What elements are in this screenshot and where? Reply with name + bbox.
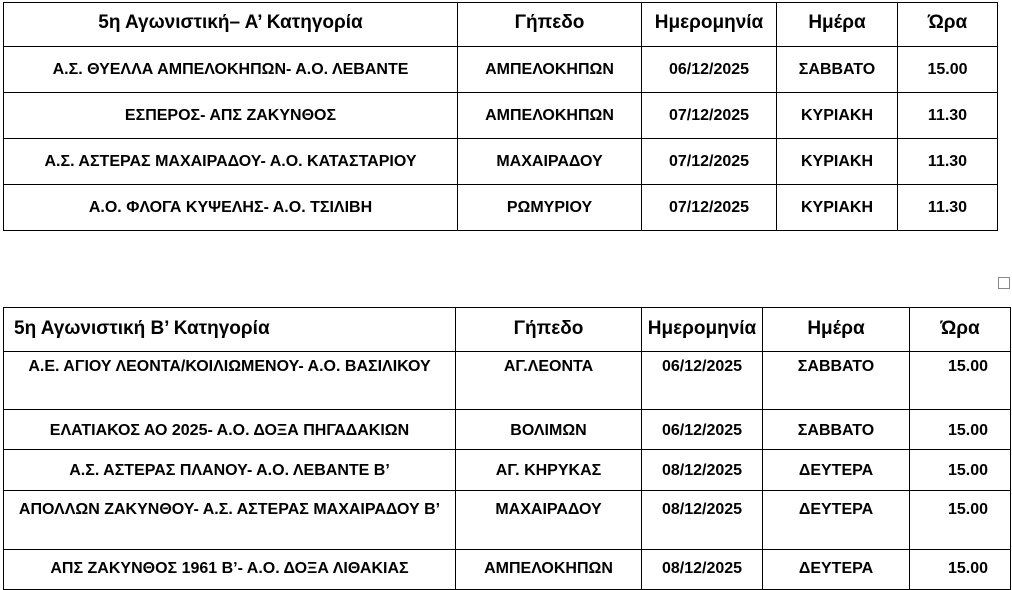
day-header: Ημέρα — [777, 3, 898, 47]
day-cell: ΣΑΒΒΑΤΟ — [777, 47, 898, 93]
table-row — [4, 410, 1011, 450]
time-cell: 15.00 — [910, 410, 1011, 450]
time-cell: 15.00 — [898, 47, 998, 93]
date-cell: 08/12/2025 — [642, 550, 763, 590]
match-cell: ΑΠΟΛΛΩΝ ΖΑΚΥΝΘΟΥ- Α.Σ. ΑΣΤΕΡΑΣ ΜΑΧΑΙΡΑΔΟΥ Β’ — [4, 491, 456, 550]
time-cell: 11.30 — [898, 139, 998, 185]
match-cell: Α.Ο. ΦΛΟΓΑ ΚΥΨΕΛΗΣ- Α.Ο. ΤΣΙΛΙΒΗ — [4, 185, 458, 231]
venue-header: Γήπεδο — [456, 308, 642, 352]
table-title: 5η Αγωνιστική Β’ Κατηγορία — [4, 308, 456, 352]
layout-options-checkbox[interactable] — [998, 277, 1010, 289]
time-cell: 15.00 — [910, 491, 1011, 550]
date-cell: 06/12/2025 — [642, 352, 763, 410]
match-cell: ΕΛΑΤΙΑΚΟΣ ΑΟ 2025- Α.Ο. ΔΟΞΑ ΠΗΓΑΔΑΚΙΩΝ — [4, 410, 456, 450]
venue-cell: ΜΑΧΑΙΡΑΔΟΥ — [456, 491, 642, 550]
date-cell: 07/12/2025 — [642, 139, 777, 185]
day-header: Ημέρα — [763, 308, 910, 352]
day-cell: ΔΕΥΤΕΡΑ — [763, 491, 910, 550]
match-cell: Α.Σ. ΑΣΤΕΡΑΣ ΜΑΧΑΙΡΑΔΟΥ- Α.Ο. ΚΑΤΑΣΤΑΡΙΟΥ — [4, 139, 458, 185]
day-cell: ΚΥΡΙΑΚΗ — [777, 93, 898, 139]
day-cell: ΣΑΒΒΑΤΟ — [763, 352, 910, 410]
table-row — [4, 93, 998, 139]
table-title: 5η Αγωνιστική– Α’ Κατηγορία — [4, 3, 458, 47]
day-cell: ΚΥΡΙΑΚΗ — [777, 185, 898, 231]
date-header: Ημερομηνία — [642, 308, 763, 352]
venue-cell: ΑΜΠΕΛΟΚΗΠΩΝ — [458, 93, 642, 139]
match-cell: Α.Σ. ΑΣΤΕΡΑΣ ΠΛΑΝΟΥ- Α.Ο. ΛΕΒΑΝΤΕ Β’ — [4, 450, 456, 491]
match-cell: ΑΠΣ ΖΑΚΥΝΘΟΣ 1961 Β’- Α.Ο. ΔΟΞΑ ΛΙΘΑΚΙΑΣ — [4, 550, 456, 590]
table-row — [4, 139, 998, 185]
table-row — [4, 550, 1011, 590]
date-cell: 06/12/2025 — [642, 47, 777, 93]
time-cell: 15.00 — [910, 550, 1011, 590]
time-cell: 11.30 — [898, 185, 998, 231]
date-cell: 08/12/2025 — [642, 450, 763, 491]
date-header: Ημερομηνία — [642, 3, 777, 47]
table-row — [4, 47, 998, 93]
table-row — [4, 352, 1011, 410]
table-row — [4, 491, 1011, 550]
table-header-row — [4, 308, 1011, 352]
venue-header: Γήπεδο — [458, 3, 642, 47]
day-cell: ΣΑΒΒΑΤΟ — [763, 410, 910, 450]
venue-cell: ΑΓ.ΛΕΟΝΤΑ — [456, 352, 642, 410]
time-header: Ώρα — [898, 3, 998, 47]
time-header: Ώρα — [910, 308, 1011, 352]
day-cell: ΚΥΡΙΑΚΗ — [777, 139, 898, 185]
venue-cell: ΜΑΧΑΙΡΑΔΟΥ — [458, 139, 642, 185]
venue-cell: ΒΟΛΙΜΩΝ — [456, 410, 642, 450]
date-cell: 08/12/2025 — [642, 491, 763, 550]
date-cell: 06/12/2025 — [642, 410, 763, 450]
table-row — [4, 450, 1011, 491]
venue-cell: ΑΓ. ΚΗΡΥΚΑΣ — [456, 450, 642, 491]
date-cell: 07/12/2025 — [642, 93, 777, 139]
venue-cell: ΑΜΠΕΛΟΚΗΠΩΝ — [458, 47, 642, 93]
table-header-row — [4, 3, 998, 47]
time-cell: 15.00 — [910, 450, 1011, 491]
time-cell: 15.00 — [910, 352, 1011, 410]
match-cell: ΕΣΠΕΡΟΣ- ΑΠΣ ΖΑΚΥΝΘΟΣ — [4, 93, 458, 139]
venue-cell: ΑΜΠΕΛΟΚΗΠΩΝ — [456, 550, 642, 590]
table-row — [4, 185, 998, 231]
date-cell: 07/12/2025 — [642, 185, 777, 231]
category-a-fixtures-table — [3, 2, 998, 231]
day-cell: ΔΕΥΤΕΡΑ — [763, 550, 910, 590]
venue-cell: ΡΩΜΥΡΙΟΥ — [458, 185, 642, 231]
day-cell: ΔΕΥΤΕΡΑ — [763, 450, 910, 491]
category-b-fixtures-table — [3, 307, 1011, 590]
match-cell: Α.Ε. ΑΓΙΟΥ ΛΕΟΝΤΑ/ΚΟΙΛΙΩΜΕΝΟΥ- Α.Ο. ΒΑΣΙΛΙΚΟΥ — [4, 352, 456, 410]
time-cell: 11.30 — [898, 93, 998, 139]
match-cell: Α.Σ. ΘΥΕΛΛΑ ΑΜΠΕΛΟΚΗΠΩΝ- Α.Ο. ΛΕΒΑΝΤΕ — [4, 47, 458, 93]
